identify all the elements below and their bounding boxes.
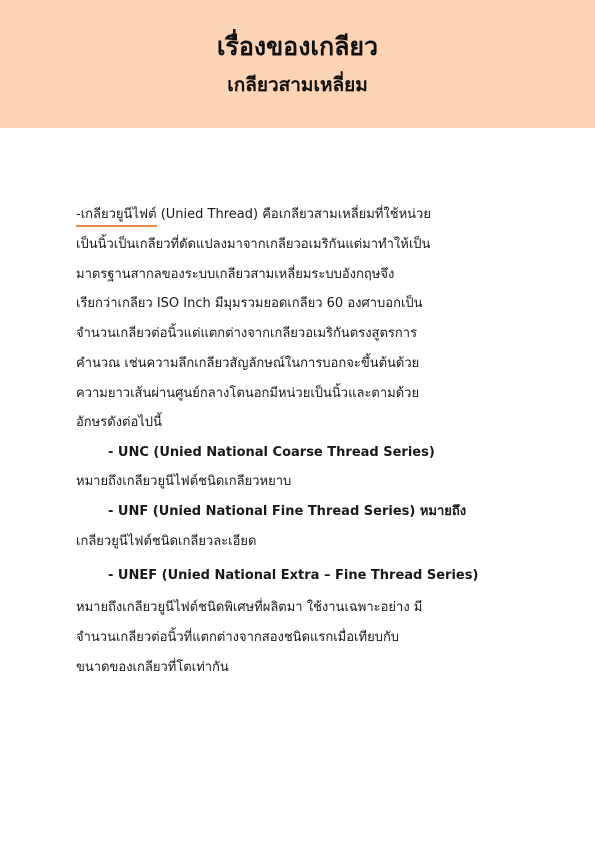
- series-item-unf: - UNF (Unied National Fine Thread Series) หมายถึง: [108, 504, 467, 519]
- body-line: จำนวนเกลียวต่อนิ้วแต่แตกต่างจากเกลียวอเมริกันตรงสูตรการ: [76, 326, 418, 341]
- body-line: เกลียวยูนีไฟต์ชนิดเกลียวละเอียด: [76, 534, 257, 549]
- body-line: ขนาดของเกลียวที่โตเท่ากัน: [76, 660, 229, 675]
- page-subtitle: เกลียวสามเหลี่ยม: [227, 74, 368, 96]
- body-line: จำนวนเกลียวต่อนิ้วที่แตกต่างจากสองชนิดแรกเมื่อเทียบกับ: [76, 630, 400, 645]
- body-line-1-rest: (Unied Thread) คือเกลียวสามเหลี่ยมที่ใช้หน่วย: [156, 207, 431, 222]
- header-banner: [0, 0, 595, 128]
- body-line: คำนวณ เช่นความลึกเกลียวสัญลักษณ์ในการบอกจะขึ้นต้นด้วย: [76, 356, 420, 371]
- series-item-unc: - UNC (Unied National Coarse Thread Series): [108, 445, 435, 460]
- body-line: มาตรฐานสากลของระบบเกลียวสามเหลี่ยมระบบอังกฤษจึง: [76, 267, 395, 282]
- body-line-1: [76, 206, 431, 224]
- body-line: เป็นนิ้วเป็นเกลียวที่ดัดแปลงมาจากเกลียวอเมริกันแต่มาทำให้เป็น: [76, 237, 431, 252]
- series-item-unef: - UNEF (Unied National Extra – Fine Thread Series): [108, 568, 479, 583]
- body-line: ความยาวเส้นผ่านศูนย์กลางโตนอกมีหน่วยเป็นนิ้วและตามด้วย: [76, 386, 420, 401]
- body-line: หมายถึงเกลียวยูนีไฟต์ชนิดเกลียวหยาบ: [76, 474, 292, 489]
- term-unified-thread: -เกลียวยูนีไฟต์: [76, 207, 157, 222]
- body-line: เรียกว่าเกลียว ISO Inch มีมุมรวมยอดเกลียว 60 องศาบอกเป็น: [76, 296, 423, 311]
- page-title: เรื่องของเกลียว: [216, 32, 379, 61]
- body-line: อักษรดังต่อไปนี้: [76, 415, 162, 430]
- body-line: หมายถึงเกลียวยูนีไฟต์ชนิดพิเศษที่ผลิตมา ใช้งานเฉพาะอย่าง มี: [76, 600, 423, 615]
